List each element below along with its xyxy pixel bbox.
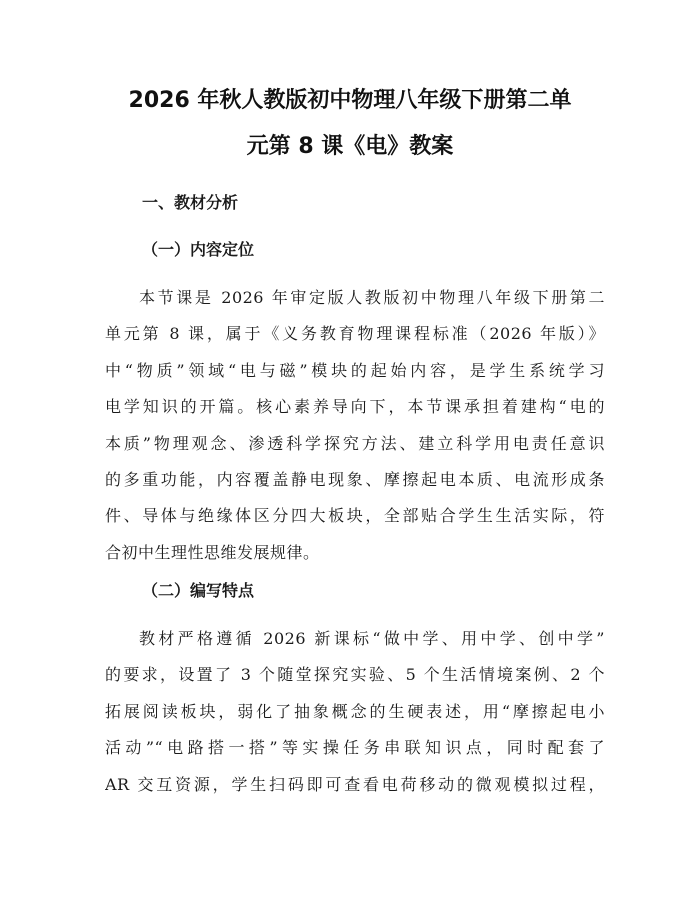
paragraph-line: 的要求，设置了 3 个随堂探究实验、5 个生活情境案例、2 个 — [105, 665, 605, 685]
paragraph-line: 本质”物理观念、渗透科学探究方法、建立科学用电责任意识 — [105, 433, 605, 453]
paragraph-line: 本节课是 2026 年审定版人教版初中物理八年级下册第二 — [139, 288, 605, 307]
paragraph-line: 拓展阅读板块，弱化了抽象概念的生硬表述，用“摩擦起电小 — [105, 701, 605, 721]
paragraph-line: 教材严格遵循 2026 新课标“做中学、用中学、创中学” — [139, 629, 605, 648]
paragraph-writing-features — [105, 629, 605, 811]
paragraph-line: 中“物质”领域“电与磁”模块的起始内容，是学生系统学习 — [105, 360, 605, 380]
paragraph-line: 合初中生理性思维发展规律。 — [105, 542, 320, 562]
paragraph-content-positioning — [105, 288, 605, 579]
section-heading-textbook-analysis: 一、教材分析 — [142, 193, 239, 212]
subsection-heading-content-positioning: （一）内容定位 — [142, 240, 255, 259]
document-title-line-1: 2026 年秋人教版初中物理八年级下册第二单 — [128, 88, 572, 113]
paragraph-line: AR 交互资源，学生扫码即可查看电荷移动的微观模拟过程， — [105, 774, 605, 794]
paragraph-line: 的多重功能，内容覆盖静电现象、摩擦起电本质、电流形成条 — [105, 469, 605, 489]
document-title-line-2: 元第 8 课《电》教案 — [246, 134, 454, 159]
paragraph-line: 电学知识的开篇。核心素养导向下，本节课承担着建构“电的 — [105, 397, 605, 417]
paragraph-line: 件、导体与绝缘体区分四大板块，全部贴合学生生活实际，符 — [105, 506, 605, 526]
subsection-heading-writing-features: （二）编写特点 — [142, 581, 255, 600]
paragraph-line: 单元第 8 课，属于《义务教育物理课程标准（2026 年版）》 — [105, 324, 605, 344]
paragraph-line: 活动”“电路搭一搭”等实操任务串联知识点，同时配套了 — [105, 738, 605, 758]
